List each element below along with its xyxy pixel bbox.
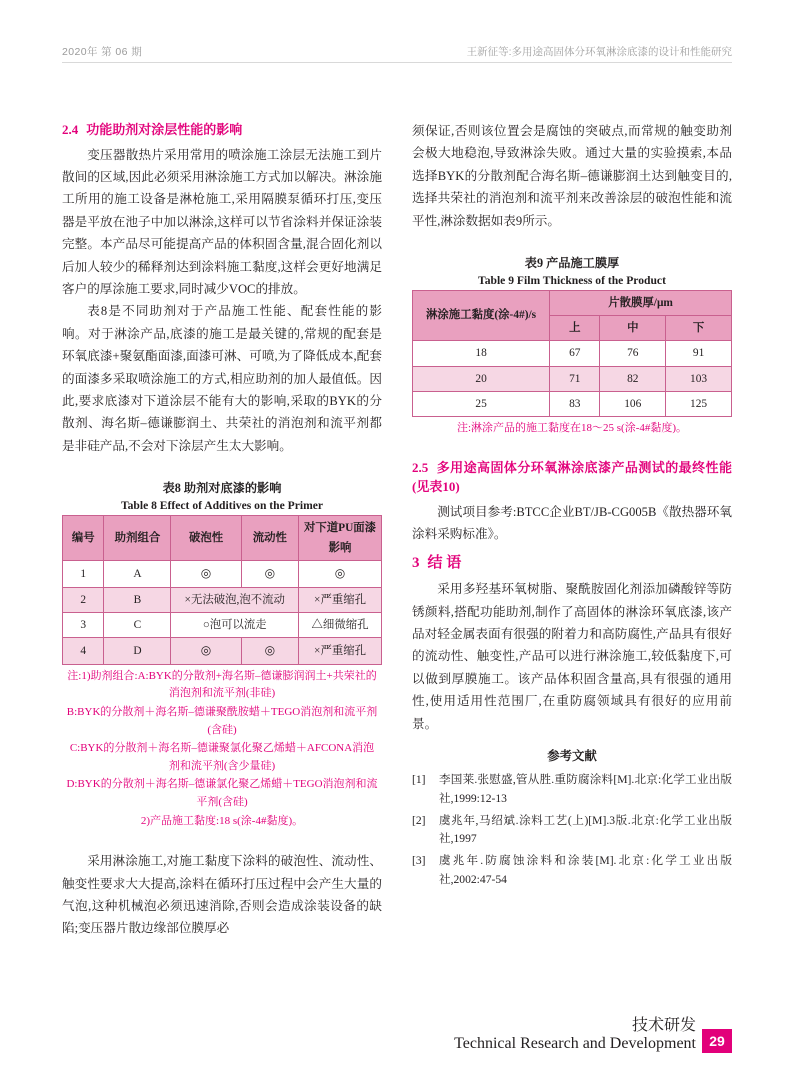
reference-item — [412, 771, 732, 809]
table-8-note-3: C:BYK的分散剂＋海名斯–德谦聚氯化聚乙烯蜡＋AFCONA消泡剂和流平剂(含少量硅) — [69, 742, 375, 772]
table-9-col-viscosity: 淋涂施工黏度(涂-4#)/s — [413, 290, 550, 341]
table-8-note-2: B:BYK的分散剂＋海名斯–德谦聚酰胺蜡＋TEGO消泡剂和流平剂(含硅) — [66, 705, 378, 736]
reference-index: [2] — [412, 813, 426, 827]
header-divider — [62, 62, 732, 63]
header-issue: 2020年 第 06 期 — [62, 46, 143, 58]
table-8-title-en: Table 8 Effect of Additives on the Primer — [120, 499, 324, 513]
table-9-header-row-1 — [413, 290, 732, 315]
cell-up: 71 — [550, 366, 600, 391]
cell-down: 103 — [666, 366, 732, 391]
section-title-2-5: 多用途高固体分环氧淋涂底漆产品测试的最终性能(见表10) — [412, 459, 732, 495]
page-footer — [454, 1012, 732, 1053]
cell-up: 67 — [550, 341, 600, 366]
section-title-2-4: 功能助剂对涂层性能的影响 — [86, 122, 243, 137]
table-9-col-mid: 中 — [600, 316, 666, 341]
reference-item — [412, 812, 732, 850]
cell-down: 125 — [666, 391, 732, 416]
right-column — [412, 120, 732, 893]
cell-up: 83 — [550, 391, 600, 416]
table-8-col-combo: 助剂组合 — [104, 515, 171, 561]
cell-viscosity: 18 — [413, 341, 550, 366]
paragraph-2-4-2: 表8是不同助剂对于产品施工性能、配套性能的影响。对于淋涂产品,底漆的施工是最关键的,常规的配套是环氧底漆+聚氨酯面漆,面漆可淋、可喷,为了降低成本,配套的面漆多采取喷涂施工的方式,相应助剂的加人最值低。因此,要求底漆对下道涂层不能有大的影响,采取的BYK的分散剂、海名斯–德谦膨润土、共荣社的消泡剂和流平剂都是非硅产品,不会对下涂层产生太大影响。 — [62, 304, 382, 453]
table-8-note-4: D:BYK的分散剂＋海名斯–德谦氯化聚乙烯蜡＋TEGO消泡剂和流平剂(含硅) — [66, 778, 378, 808]
footer-section-cn: 技术研发 — [631, 1017, 696, 1034]
cell-foam: ×无法破泡,泡不流动 — [171, 587, 299, 612]
reference-index: [1] — [412, 773, 426, 787]
section-heading-3 — [412, 552, 732, 575]
table-8 — [62, 515, 382, 665]
page-number-badge: 29 — [702, 1029, 732, 1053]
cell-foam: ◎ — [171, 638, 241, 664]
table-8-title-cn: 表8 助剂对底漆的影响 — [162, 481, 282, 496]
footer-section-en: Technical Research and Development — [454, 1035, 696, 1052]
cell-no: 4 — [63, 638, 104, 664]
table-8-col-no: 编号 — [63, 515, 104, 561]
cell-no: 2 — [63, 587, 104, 612]
cell-flow: ◎ — [241, 561, 298, 587]
cell-foam: ○泡可以流走 — [171, 613, 299, 638]
table-row — [63, 561, 382, 587]
table-8-note-5: 2)产品施工黏度:18 s(涂-4#黏度)。 — [140, 814, 304, 827]
section-number-2-4: 2.4 — [62, 122, 79, 137]
reference-index: [3] — [412, 854, 426, 868]
paragraph-right-1: 须保证,否则该位置会是腐蚀的突破点,而常规的触变助剂会极大地稳泡,导致淋涂失败。通过大量的实验摸索,本品选择BYK的分散剂配合海名斯–德谦膨润土达到触变目的,选择共荣社的消泡剂和流平剂来改善涂层的破泡性能和流平性,淋涂数据如表9所示。 — [412, 124, 732, 228]
table-9 — [412, 290, 732, 417]
table-8-col-flow: 流动性 — [241, 515, 298, 561]
cell-no: 1 — [63, 561, 104, 587]
section-heading-2-4 — [62, 120, 382, 140]
cell-combo: A — [104, 561, 171, 587]
cell-viscosity: 25 — [413, 391, 550, 416]
paragraph-2-4-1: 变压器散热片采用常用的喷涂施工涂层无法施工到片散间的区域,因此必须采用淋涂施工方式加以解决。淋涂施工所用的施工设备是淋枪施工,采用隔膜泵循环打压,变压器是平放在池子中加以淋涂,这样可以节省涂料并保证涂装完整。本产品尽可能提高产品的体积固含量,混合固化剂以后加人较少的稀释剂达到涂料施工黏度,这样会更好地满足客户的厚涂施工要求,同时减少VOC的排放。 — [62, 147, 382, 296]
references-title: 参考文献 — [547, 748, 597, 763]
table-row — [63, 638, 382, 664]
header-article-title: 王新征等:多用途高固体分环氧淋涂底漆的设计和性能研究 — [466, 46, 732, 58]
footer-text — [454, 1012, 696, 1053]
table-8-block — [62, 479, 382, 830]
cell-combo: B — [104, 587, 171, 612]
table-9-block — [412, 254, 732, 438]
reference-text: 虞兆年,马绍斌.涂料工艺(上)[M].3版.北京:化学工业出版社,1997 — [439, 813, 732, 846]
table-8-header-row — [63, 515, 382, 561]
table-row — [413, 341, 732, 366]
cell-no: 3 — [63, 613, 104, 638]
cell-mid: 106 — [600, 391, 666, 416]
left-column — [62, 120, 382, 940]
table-8-note-1: 注:1)助剂组合:A:BYK的分散剂+海名斯–德谦膨润润土+共荣社的消泡剂和流平剂(非硅) — [67, 669, 377, 700]
cell-mid: 82 — [600, 366, 666, 391]
cell-viscosity: 20 — [413, 366, 550, 391]
table-8-col-foam: 破泡性 — [171, 515, 241, 561]
cell-foam: ◎ — [171, 561, 241, 587]
cell-combo: D — [104, 638, 171, 664]
cell-flow: ◎ — [241, 638, 298, 664]
section-number-3: 3 — [412, 554, 420, 571]
reference-item — [412, 852, 732, 890]
table-8-notes — [62, 668, 382, 830]
paragraph-2-4-3: 采用淋涂施工,对施工黏度下涂料的破泡性、流动性、触变性要求大大提高,涂料在循环打压过程中会产生大量的气泡,这种机械泡必须迅速消除,否则会造成涂装设备的缺陷;变压器片散边缘部位膜厚必 — [62, 854, 382, 936]
paragraph-2-5-1: 测试项目参考:BTCC企业BT/JB-CG005B《散热器环氧涂料采购标准》。 — [412, 504, 732, 542]
cell-mid: 76 — [600, 341, 666, 366]
table-9-col-thickness-group: 片散膜厚/μm — [550, 290, 732, 315]
reference-text: 李国莱.张慰盛,管从胜.重防腐涂料[M].北京:化学工业出版社,1999:12-13 — [439, 773, 732, 805]
cell-effect: ◎ — [299, 561, 382, 587]
cell-down: 91 — [666, 341, 732, 366]
paragraph-3-1: 采用多羟基环氧树脂、聚酰胺固化剂添加磷酸锌等防锈颜料,搭配功能助剂,制作了高固体的淋涂环氧底漆,该产品对轻金属表面有很强的附着力和高防腐性,产品具有很好的流动性、触变性,产品可以进行淋涂施工,较低黏度下,可以做到厚膜施工。该产品体积固含量高,具有很强的通用性,使用适用性范围厂,在重防腐领域具有很好的应用前景。 — [412, 582, 732, 731]
cell-combo: C — [104, 613, 171, 638]
table-8-col-effect: 对下道PU面漆影响 — [299, 515, 382, 561]
cell-effect: ×严重缩孔 — [299, 587, 382, 612]
table-9-title-en: Table 9 Film Thickness of the Product — [478, 274, 666, 288]
table-9-note: 注:淋涂产品的施工黏度在18～25 s(涂-4#黏度)。 — [456, 422, 688, 435]
page-header — [62, 44, 732, 59]
table-row — [63, 587, 382, 612]
section-heading-2-5 — [412, 458, 732, 497]
table-9-col-up: 上 — [550, 316, 600, 341]
table-9-title-cn: 表9 产品施工膜厚 — [524, 256, 620, 271]
reference-text: 虞兆年.防腐蚀涂料和涂装[M].北京:化学工业出版社,2002:47-54 — [439, 854, 732, 886]
table-9-col-down: 下 — [666, 316, 732, 341]
cell-effect: ×严重缩孔 — [299, 638, 382, 664]
table-row — [413, 366, 732, 391]
cell-effect: △细微缩孔 — [299, 613, 382, 638]
table-row — [413, 391, 732, 416]
section-number-2-5: 2.5 — [412, 459, 429, 475]
section-title-3: 结 语 — [427, 554, 462, 571]
table-row — [63, 613, 382, 638]
